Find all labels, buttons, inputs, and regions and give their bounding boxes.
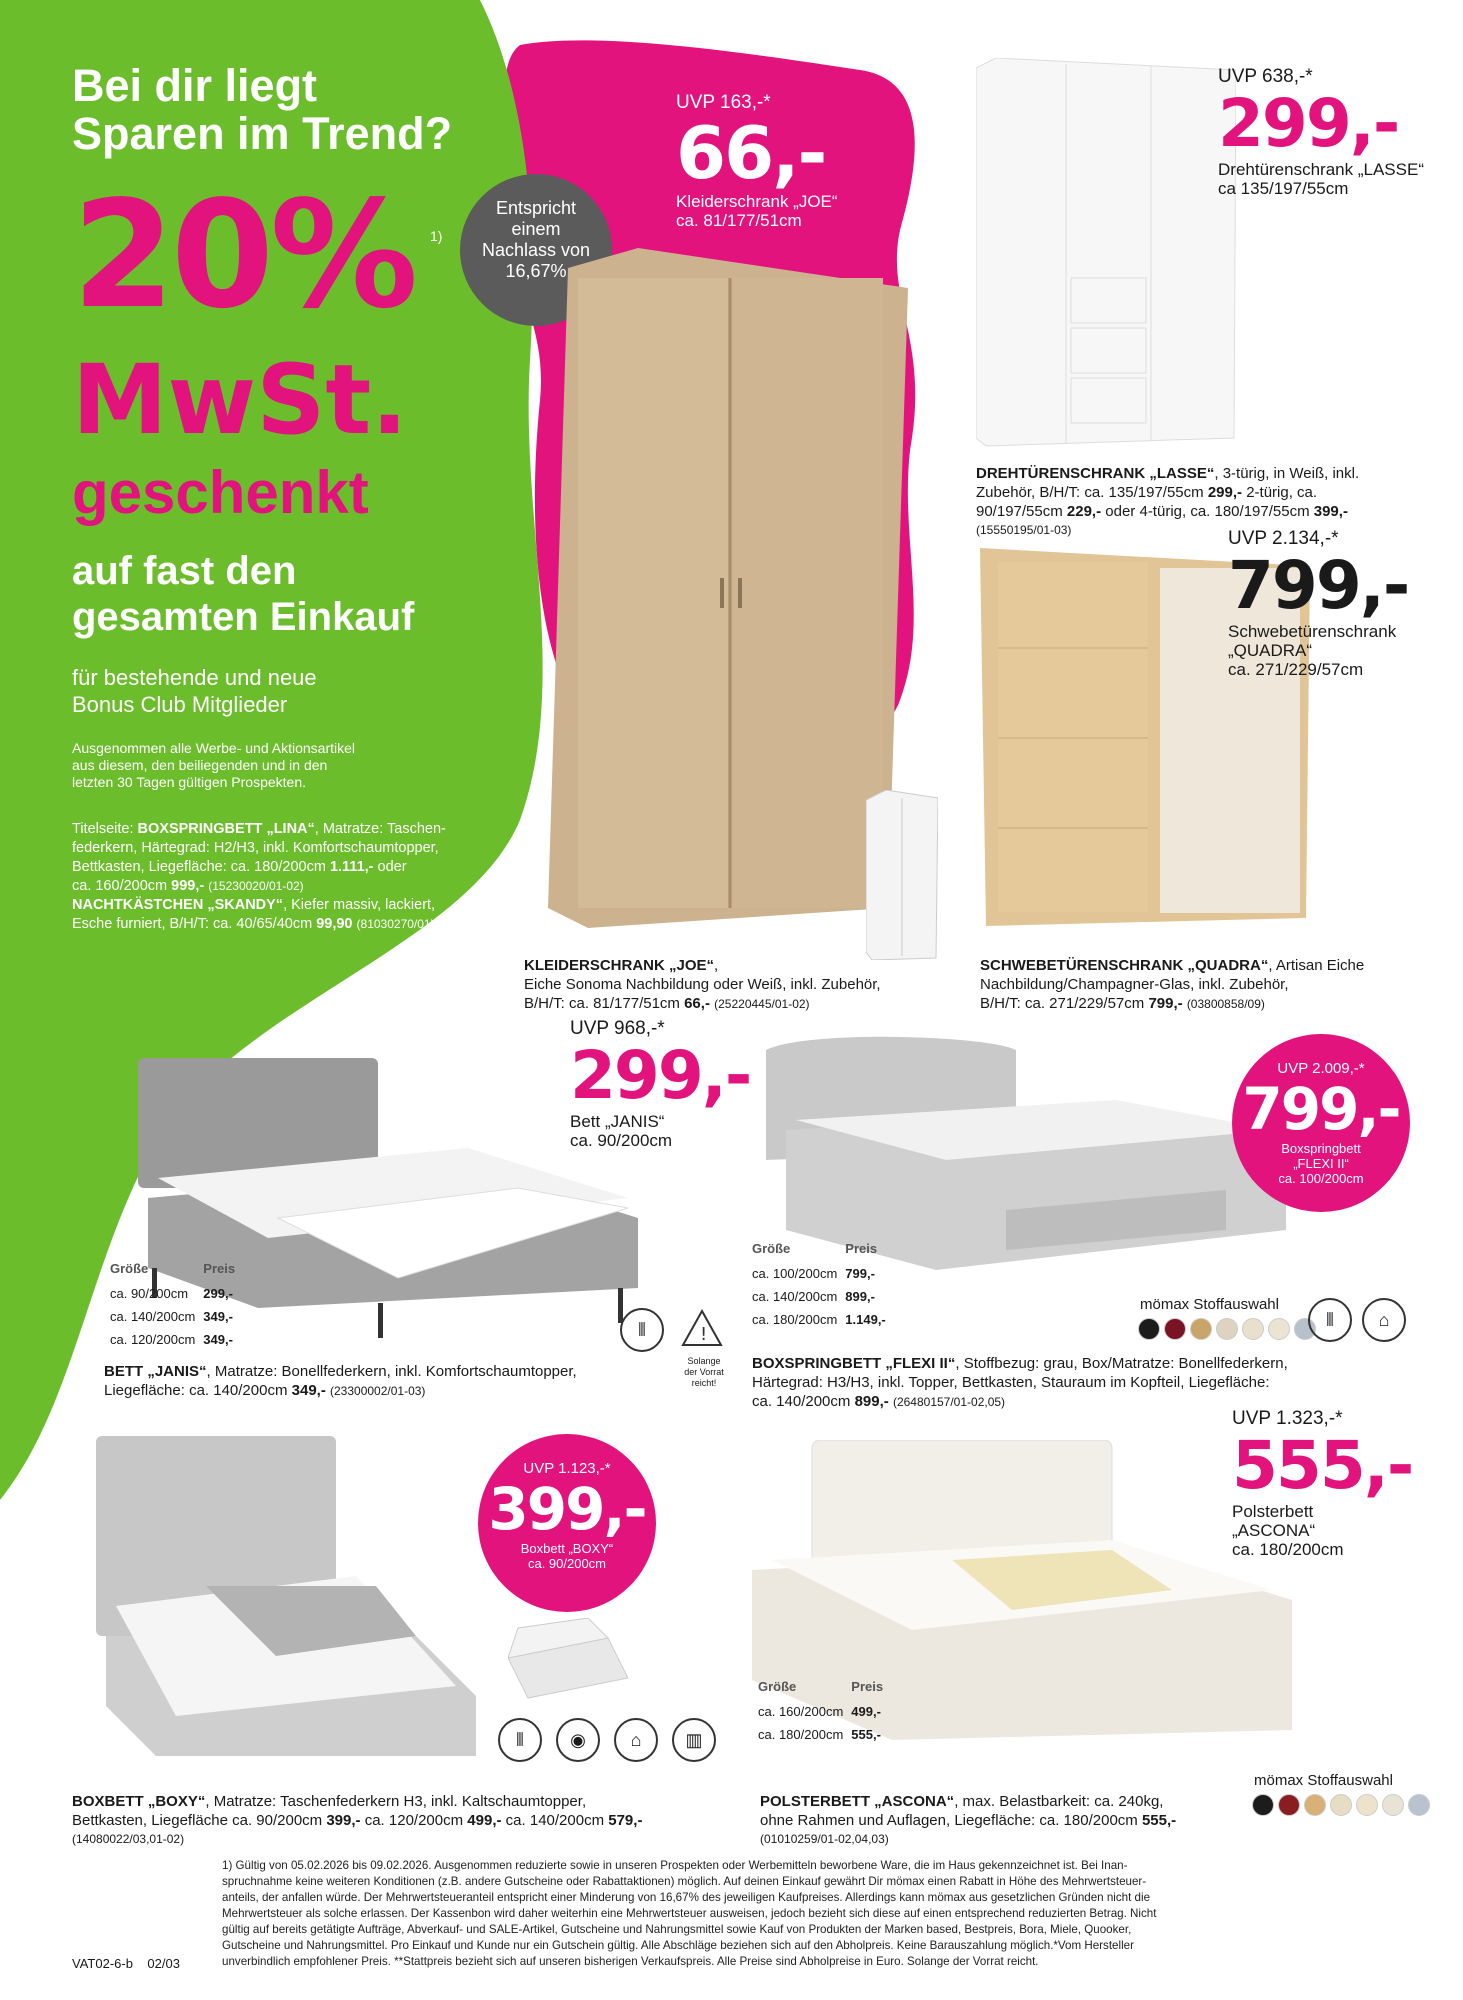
promo-line2: Sparen im Trend? [72, 108, 453, 159]
joe-wardrobe-image [548, 248, 908, 928]
ascona-desc-l1-post: , max. Belastbarkeit: ca. 240kg, [954, 1793, 1164, 1810]
titelseite-l1-post: , Matratze: Taschen- [314, 821, 446, 837]
ascona-name1: Polsterbett [1232, 1502, 1314, 1521]
flexi-row3-size: ca. 180/200cm [752, 1312, 838, 1327]
lasse-desc-l2-post: 2-türig, ca. [1246, 484, 1318, 501]
ascona-price-block [1232, 1408, 1412, 1559]
footer-code-text: VAT02-6-b [72, 1956, 133, 1971]
titelseite-l3-post: oder [377, 859, 407, 875]
boxy-desc-l2-pre: Bettkasten, Liegefläche ca. 90/200cm [72, 1812, 323, 1829]
ascona-desc-l2-pre: ohne Rahmen und Auflagen, Liegefläche: ca. 180/200cm [760, 1812, 1138, 1829]
table-row [758, 1723, 891, 1746]
grey-badge-line2: einem [511, 219, 561, 239]
table-row [752, 1285, 894, 1308]
lasse-price: 299,- [1218, 85, 1399, 162]
boxy-uvp: UVP 1.123,-* [523, 1460, 611, 1477]
quadra-desc-l3-code: (03800858/09) [1186, 997, 1265, 1011]
joe-price-block [676, 92, 838, 230]
flexi-row2-price: 899,- [845, 1289, 875, 1304]
promo-exclusion [72, 740, 355, 791]
joe-uvp: UVP 163,-* [676, 92, 771, 113]
quadra-desc-name: SCHWEBETÜRENSCHRANK „QUADRA“ [980, 957, 1269, 974]
boxy-desc-l2-price3: 579,- [608, 1812, 643, 1829]
footer-legal [222, 1858, 1412, 1970]
janis-table-head-size: Größe [110, 1261, 149, 1276]
promo-sub1: auf fast den [72, 549, 297, 593]
ascona-swatch [1356, 1794, 1378, 1816]
grey-badge-line1: Entspricht [495, 198, 577, 218]
footer-line: gültig auf bereits getätigte Aufträge, Abverkauf- und SALE-Artikel, Gutscheine und Nahrungsmittel sowie Kauf von Produkten der Marken based, Bestpreis, Bora, Miele, Quooker, [222, 1923, 1132, 1936]
joe-white-variant-image [866, 790, 938, 960]
lasse-desc-name: DREHTÜRENSCHRANK „LASSE“ [976, 465, 1215, 482]
ascona-price: 555,- [1232, 1427, 1413, 1504]
ascona-swatch [1278, 1794, 1300, 1816]
footer-line: unverbindlich empfohlener Preis. **Stattpreis bezieht sich auf unseren bisherigen Verkaufspreis. Alle Preise sind Abholpreise in Euro. Solange der Vorrat reicht. [222, 1955, 1039, 1968]
lasse-desc-l2-price: 299,- [1207, 484, 1243, 501]
titelseite-l3-pre: Bettkasten, Liegefläche: ca. 180/200cm [72, 859, 326, 875]
promo-line1: Bei dir liegt [72, 60, 318, 111]
hardness-icon: ▥ [672, 1718, 716, 1762]
lasse-desc-l3-price: 229,- [1066, 503, 1102, 520]
lasse-uvp: UVP 638,-* [1218, 66, 1313, 87]
grey-badge-line4: 16,67% [505, 261, 567, 281]
flexi-swatch [1190, 1318, 1212, 1340]
ascona-desc-l2-price: 555,- [1141, 1812, 1177, 1829]
titelseite-l6-code: (81030270/01) [356, 917, 435, 931]
grey-badge-line3: Nachlass von [481, 240, 591, 260]
flexi-swatch [1216, 1318, 1238, 1340]
lasse-desc-l3-mid: oder 4-türig, ca. 180/197/55cm [1105, 503, 1310, 520]
quadra-price-block [1228, 528, 1408, 679]
flexi-desc-name: BOXSPRINGBETT „FLEXI II“ [752, 1355, 956, 1372]
quadra-name2: „QUADRA“ [1228, 641, 1313, 660]
joe-desc-l1: Eiche Sonoma Nachbildung oder Weiß, inkl. Zubehör, [524, 976, 881, 993]
table-row [110, 1282, 243, 1305]
flexi-price: 799,- [1242, 1075, 1400, 1143]
titelseite-l2: federkern, Härtegrad: H2/H3, inkl. Komfortschaumtopper, [72, 840, 439, 856]
promo-exclusion3: letzten 30 Tagen gültigen Prospekten. [72, 774, 307, 790]
pocket-spring-icon: ⦀ [498, 1718, 542, 1762]
ascona-table-head-price: Preis [851, 1679, 884, 1694]
flexi-desc-l3-price: 899,- [854, 1393, 889, 1410]
promo-headline [72, 62, 452, 158]
promo-exclusion2: aus diesem, den beiliegenden und in den [72, 757, 328, 773]
promo-mwst: MwSt. [72, 344, 408, 456]
ascona-size-table [758, 1676, 891, 1746]
table-row [110, 1328, 243, 1351]
boxy-bed-image [96, 1436, 496, 1766]
ascona-description [760, 1792, 1176, 1849]
promo-percent: 20% [72, 169, 415, 341]
quadra-price: 799,- [1228, 547, 1409, 624]
titelseite-l4-code: (15230020/01-02) [208, 879, 304, 893]
boxy-desc-l2-mid: ca. 120/200cm [364, 1812, 464, 1829]
janis-row1-size: ca. 90/200cm [110, 1286, 189, 1301]
ascona-size: ca. 180/200cm [1232, 1540, 1344, 1559]
lasse-desc-code: (15550195/01-03) [976, 523, 1072, 537]
boxy-desc-l2-price: 399,- [326, 1812, 361, 1829]
janis-description [104, 1362, 577, 1401]
flexi-desc-l2: Härtegrad: H3/H3, inkl. Topper, Bettkasten, Stauraum im Kopfteil, Liegefläche: [752, 1374, 1270, 1391]
flexi-desc-l1-post: , Stoffbezug: grau, Box/Matratze: Bonellfederkern, [955, 1355, 1288, 1372]
flexi-row3-price: 1.149,- [845, 1312, 886, 1327]
storage-bed-icon: ⌂ [1362, 1298, 1406, 1342]
quadra-desc-l3-price: 799,- [1148, 995, 1183, 1012]
flexi-uvp: UVP 2.009,-* [1277, 1060, 1365, 1077]
titelseite-l1-name: BOXSPRINGBETT „LINA“ [137, 821, 315, 837]
footer-line: Gutscheine und Nahrungsmittel. Pro Einkauf und Kunde nur ein Gutschein gültig. Alle Abschläge beziehen sich auf den Abholpreis. Keine Barauszahlung möglich.*Vom Hersteller [222, 1939, 1134, 1952]
boxy-desc-code: (14080022/03,01-02) [72, 1832, 185, 1846]
janis-desc-l2-price: 349,- [291, 1382, 326, 1399]
boxy-storage-image [508, 1618, 628, 1708]
mattress-icon: ◉ [556, 1718, 600, 1762]
flexi-row1-size: ca. 100/200cm [752, 1266, 838, 1281]
flexi-size: ca. 100/200cm [1278, 1171, 1364, 1186]
quadra-size: ca. 271/229/57cm [1228, 660, 1364, 679]
ascona-swatch [1382, 1794, 1404, 1816]
janis-desc-l2-code: (23300002/01-03) [330, 1384, 426, 1398]
janis-row3-size: ca. 120/200cm [110, 1332, 196, 1347]
janis-price-block [570, 1018, 750, 1150]
promo-members [72, 664, 317, 718]
quadra-desc-l2: Nachbildung/Champagner-Glas, inkl. Zubehör, [980, 976, 1289, 993]
janis-warning-text [674, 1356, 734, 1389]
quadra-uvp: UVP 2.134,-* [1228, 528, 1339, 549]
ascona-swatch [1252, 1794, 1274, 1816]
joe-desc-l2-price: 66,- [684, 995, 710, 1012]
promo-members1: für bestehende und neue [72, 665, 317, 690]
joe-name: Kleiderschrank „JOE“ [676, 192, 838, 211]
lasse-wardrobe-image [976, 58, 1236, 448]
promo-members2: Bonus Club Mitglieder [72, 692, 288, 717]
flexi-swatch [1268, 1318, 1290, 1340]
promo-geschenkt: geschenkt [72, 459, 369, 526]
flexi-name2: „FLEXI II“ [1293, 1156, 1349, 1171]
boxy-desc-l2-mid2: ca. 140/200cm [505, 1812, 605, 1829]
flexi-swatch [1242, 1318, 1264, 1340]
footer-line: anteils, der anfallen würde. Der Mehrwertsteueranteil entspricht einer Minderung von 16,67% des jeweiligen Kaufpreises. Allerdings kann mömax aus gesetzlichen Gründen nicht die [222, 1891, 1151, 1904]
boxy-name: Boxbett „BOXY“ [520, 1541, 614, 1556]
janis-row2-price: 349,- [203, 1309, 233, 1324]
ascona-uvp: UVP 1.323,-* [1232, 1408, 1343, 1429]
ascona-name2: „ASCONA“ [1232, 1521, 1316, 1540]
flexi-name1: Boxspringbett [1281, 1141, 1361, 1156]
janis-price: 299,- [570, 1037, 751, 1114]
quadra-name1: Schwebetürenschrank [1228, 622, 1397, 641]
boxy-price-badge [478, 1434, 656, 1612]
janis-table-head-price: Preis [203, 1261, 236, 1276]
boxy-desc-l2-price2: 499,- [467, 1812, 502, 1829]
flexi-swatches [1138, 1318, 1320, 1345]
janis-uvp: UVP 968,-* [570, 1018, 665, 1039]
lasse-name: Drehtürenschrank „LASSE“ [1218, 160, 1424, 179]
flexi-desc-l3-code: (26480157/01-02,05) [892, 1395, 1006, 1409]
janis-size-table [110, 1258, 243, 1351]
titelseite-l5-name: NACHTKÄSTCHEN „SKANDY“ [72, 897, 284, 913]
table-row [110, 1305, 243, 1328]
flexi-swatch [1164, 1318, 1186, 1340]
flexi-desc-l3-pre: ca. 140/200cm [752, 1393, 851, 1410]
table-row [758, 1700, 891, 1723]
warning-triangle-icon [680, 1308, 724, 1348]
svg-text:!: ! [700, 1324, 708, 1345]
titelseite-l4-pre: ca. 160/200cm [72, 878, 168, 894]
promo-footnote-mark: 1) [430, 228, 443, 244]
promo-sub2: gesamten Einkauf [72, 595, 415, 639]
footer-line: spruchnahme keine weiteren Konditionen (z.B. andere Gutscheine oder Rabattaktionen) möglich. Auf deinen Einkauf gewährt Dir mömax einen Rabatt in Höhe des Mehrwertsteuer- [222, 1875, 1147, 1888]
flexi-table-head-size: Größe [752, 1241, 791, 1256]
warning-icon [680, 1306, 724, 1350]
joe-description: KLEIDERSCHRANK „JOE“, Eiche Sonoma Nachbildung oder Weiß, inkl. Zubehör, B/H/T: ca. 81/177/51cm 66,- (25220445/01-02) [524, 957, 881, 1012]
footer-line: 1) Gültig von 05.02.2026 bis 09.02.2026. Ausgenommen reduzierte sowie in unseren Prospekten oder Werbemitteln beworbene Ware, die im Haus gekennzeichnet ist. Bei Inan- [222, 1859, 1128, 1872]
janis-size: ca. 90/200cm [570, 1131, 673, 1150]
flexi-row1-price: 799,- [845, 1266, 875, 1281]
titelseite-l4-price: 999,- [171, 878, 205, 894]
joe-desc-l2-code: (25220445/01-02) [714, 997, 810, 1011]
titelseite-l3-price: 1.111,- [329, 859, 374, 875]
joe-price: 66,- [676, 111, 826, 195]
boxy-size: ca. 90/200cm [527, 1556, 607, 1571]
lasse-desc-l3-price2: 399,- [1313, 503, 1348, 520]
flexi-fabric-label: mömax Stoffauswahl [1140, 1296, 1279, 1313]
spring-icon: ⦀ [620, 1308, 664, 1352]
janis-desc-name: BETT „JANIS“ [104, 1363, 207, 1380]
ascona-row1-size: ca. 160/200cm [758, 1704, 844, 1719]
flexi-bed-image [766, 1030, 1296, 1270]
promo-sub [72, 548, 414, 640]
flexi-swatch [1138, 1318, 1160, 1340]
lasse-desc-l3-pre: 90/197/55cm [976, 503, 1063, 520]
ascona-row2-size: ca. 180/200cm [758, 1727, 844, 1742]
lasse-desc-l1-post: , 3-türig, in Weiß, inkl. [1214, 465, 1360, 482]
spring-icon: ⦀ [1308, 1298, 1352, 1342]
janis-row2-size: ca. 140/200cm [110, 1309, 196, 1324]
quadra-desc-l3-pre: B/H/T: ca. 271/229/57cm [980, 995, 1145, 1012]
ascona-desc-code: (01010259/01-02,04,03) [760, 1832, 889, 1846]
titelseite-l6-pre: Esche furniert, B/H/T: ca. 40/65/40cm [72, 916, 313, 932]
quadra-description [980, 956, 1364, 1014]
janis-desc-l2-pre: Liegefläche: ca. 140/200cm [104, 1382, 288, 1399]
ascona-swatch [1408, 1794, 1430, 1816]
ascona-fabric-label: mömax Stoffauswahl [1254, 1772, 1393, 1789]
promo-exclusion1: Ausgenommen alle Werbe- und Aktionsartikel [72, 740, 356, 756]
janis-desc-l1-post: , Matratze: Bonellfederkern, inkl. Komfortschaumtopper, [206, 1363, 577, 1380]
janis-row3-price: 349,- [203, 1332, 233, 1347]
ascona-row2-price: 555,- [851, 1727, 881, 1742]
ascona-swatches [1252, 1794, 1434, 1821]
lasse-size: ca 135/197/55cm [1218, 179, 1349, 198]
quadra-desc-l1-post: , Artisan Eiche [1268, 957, 1365, 974]
ascona-table-head-size: Größe [758, 1679, 797, 1694]
janis-warning-l2: der Vorrat [684, 1367, 724, 1377]
flexi-size-table [752, 1238, 894, 1331]
joe-size: ca. 81/177/51cm [676, 211, 802, 230]
footer-page: 02/03 [147, 1956, 180, 1971]
flexi-price-badge [1232, 1034, 1410, 1212]
ascona-desc-name: POLSTERBETT „ASCONA“ [760, 1793, 955, 1810]
ascona-row1-price: 499,- [851, 1704, 881, 1719]
ascona-swatch [1330, 1794, 1352, 1816]
janis-name: Bett „JANIS“ [570, 1112, 665, 1131]
boxy-price: 399,- [488, 1475, 646, 1543]
titelseite-info [72, 820, 446, 934]
lasse-price-block [1218, 66, 1424, 198]
storage-bed-icon: ⌂ [614, 1718, 658, 1762]
footer-line: Mehrwertsteuer als solche erlassen. Der Kassenbon wird daher weiterhin eine Mehrwertsteuer ausweisen, jedoch bezieht sich diese auf einen entsprechend reduzierten Betrag. Nicht [222, 1907, 1157, 1920]
lasse-desc-l2-pre: Zubehör, B/H/T: ca. 135/197/55cm [976, 484, 1204, 501]
footer-code [72, 1956, 180, 1971]
janis-warning-l1: Solange [687, 1356, 721, 1366]
janis-warning-l3: reicht! [691, 1378, 717, 1388]
flexi-row2-size: ca. 140/200cm [752, 1289, 838, 1304]
table-row [752, 1308, 894, 1331]
janis-row1-price: 299,- [203, 1286, 233, 1301]
flexi-table-head-price: Preis [845, 1241, 878, 1256]
table-row [752, 1262, 894, 1285]
boxy-desc-name: BOXBETT „BOXY“ [72, 1793, 206, 1810]
titelseite-l1-pre: Titelseite: [72, 821, 134, 837]
boxy-description [72, 1792, 642, 1849]
flexi-description [752, 1354, 1288, 1412]
titelseite-l6-price: 99,90 [316, 916, 353, 932]
joe-desc-name: KLEIDERSCHRANK „JOE“ [524, 957, 715, 974]
joe-desc-l2-pre: B/H/T: ca. 81/177/51cm [524, 995, 680, 1012]
boxy-desc-l1-post: , Matratze: Taschenfederkern H3, inkl. Kaltschaumtopper, [205, 1793, 587, 1810]
titelseite-l5-post: , Kiefer massiv, lackiert, [283, 897, 436, 913]
ascona-swatch [1304, 1794, 1326, 1816]
